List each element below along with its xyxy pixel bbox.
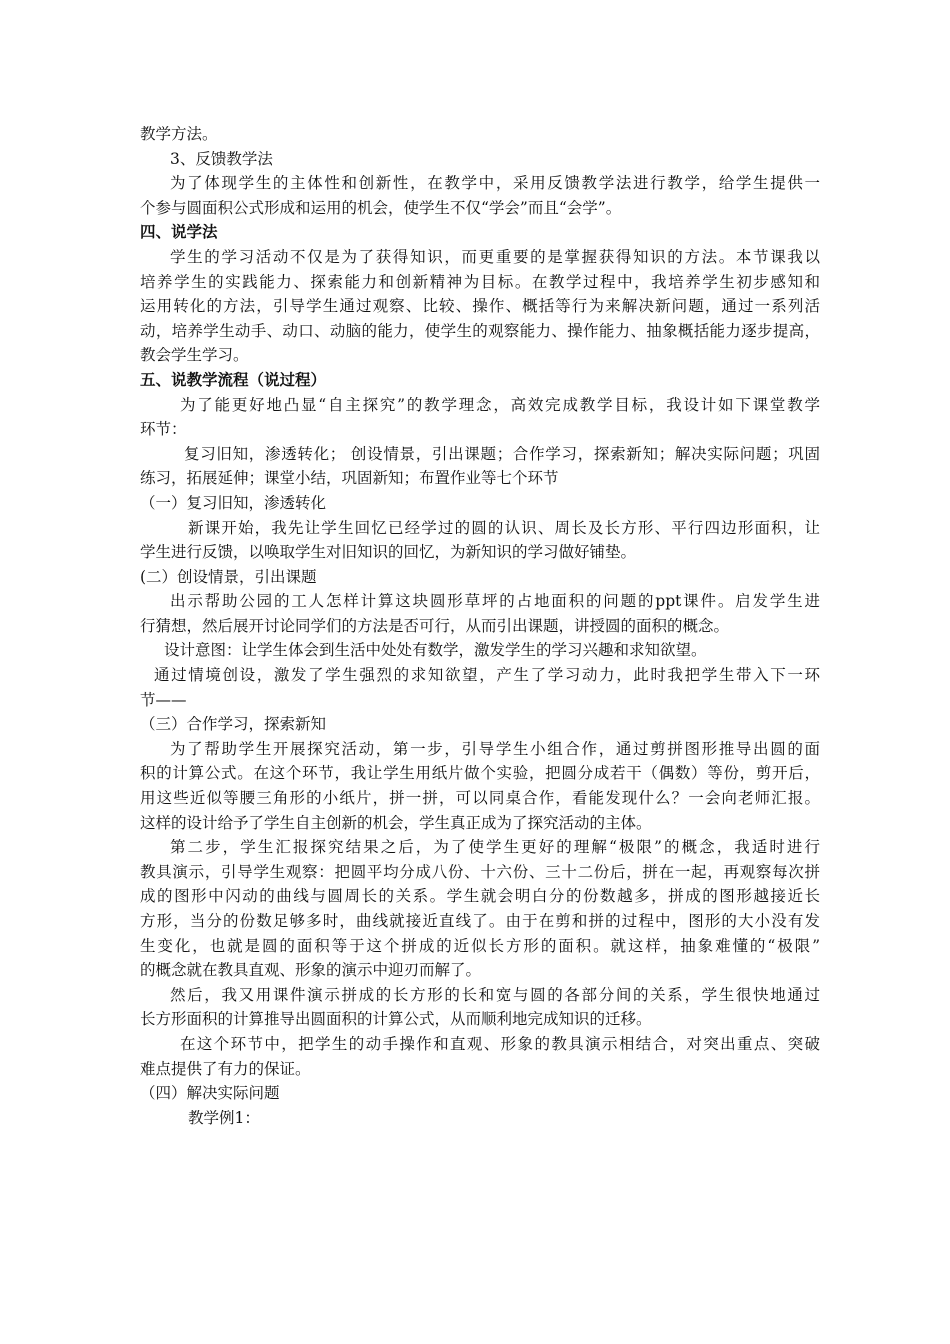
paragraph-line: 环节：	[140, 420, 187, 439]
paragraph-line: 为了帮助学生开展探究活动，第一步，引导学生小组合作，通过剪拼图形推导出圆的面	[170, 739, 820, 758]
paragraph-line: 培养学生的实践能力、探索能力和创新精神为目标。在教学过程中，我培养学生初步感知和	[140, 272, 820, 291]
subsection-heading: （四）解决实际问题	[140, 1084, 280, 1103]
paragraph-line: 行猜想，然后展开讨论同学们的方法是否可行，从而引出课题，讲授圆的面积的概念。	[140, 616, 730, 635]
paragraph-line: 为了体现学生的主体性和创新性，在教学中，采用反馈教学法进行教学，给学生提供一	[170, 174, 820, 193]
paragraph-line: 练习，拓展延伸；课堂小结，巩固新知；布置作业等七个环节	[140, 469, 559, 488]
paragraph-line: 教具演示，引导学生观察：把圆平均分成八份、十六份、三十二份后，拼在一起，再观察每次拼	[140, 862, 820, 881]
design-intent-line: 设计意图：让学生体会到生活中处处有数学，激发学生的学习兴趣和求知欲望。	[164, 641, 707, 660]
paragraph-line: 出示帮助公园的工人怎样计算这块圆形草坪的占地面积的问题的ppt课件。启发学生进	[170, 592, 820, 611]
example-label: 教学例1：	[188, 1108, 260, 1127]
paragraph-line: 新课开始，我先让学生回忆已经学过的圆的认识、周长及长方形、平行四边形面积，让	[188, 518, 820, 537]
paragraph-line: 教会学生学习。	[140, 346, 249, 365]
paragraph-line: 的概念就在教具直观、形象的演示中迎刃而解了。	[140, 961, 482, 980]
paragraph-line: 节——	[140, 690, 187, 709]
paragraph-line: 复习旧知，渗透转化； 创设情景，引出课题；合作学习，探索新知；解决实际问题；巩固	[184, 444, 820, 463]
section-heading: 四、说学法	[140, 222, 218, 242]
paragraph-line: 难点提供了有力的保证。	[140, 1059, 311, 1078]
subsection-heading: (二）创设情景，引出课题	[140, 567, 317, 586]
paragraph-line: 用这些近似等腰三角形的小纸片，拼一拼，可以同桌合作，看能发现什么？一会向老师汇报。	[140, 789, 820, 808]
paragraph-line: 为了能更好地凸显“自主探究”的教学理念，高效完成教学目标，我设计如下课堂教学	[180, 395, 820, 414]
paragraph-line: 积的计算公式。在这个环节，我让学生用纸片做个实验，把圆分成若干（偶数）等份，剪开后，	[140, 764, 820, 783]
paragraph-line: 学生的学习活动不仅是为了获得知识，而更重要的是掌握获得知识的方法。本节课我以	[170, 247, 820, 266]
paragraph-line: 学生进行反馈，以唤取学生对旧知识的回忆，为新知识的学习做好铺垫。	[140, 543, 637, 562]
subsection-heading: （一）复习旧知，渗透转化	[140, 493, 327, 512]
paragraph-line: 第二步，学生汇报探究结果之后，为了使学生更好的理解“极限”的概念，我适时进行	[170, 838, 820, 857]
text-line: 教学方法。	[140, 125, 218, 143]
list-item-heading: 3、反馈教学法	[170, 149, 273, 168]
document-body	[140, 122, 820, 1130]
paragraph-line: 运用转化的方法，引导学生通过观察、比较、操作、概括等行为来解决新问题，通过一系列活	[140, 297, 820, 316]
paragraph-line: 方形，当分的份数足够多时，曲线就接近直线了。由于在剪和拼的过程中，图形的大小没有发	[140, 912, 820, 930]
paragraph-line: 动，培养学生动手、动口、动脑的能力，使学生的观察能力、操作能力、抽象概括能力逐步提高，	[140, 321, 820, 340]
paragraph-line: 这样的设计给予了学生自主创新的机会，学生真正成为了探究活动的主体。	[140, 813, 652, 832]
paragraph-line: 通过情境创设，激发了学生强烈的求知欲望，产生了学习动力，此时我把学生带入下一环	[154, 666, 820, 685]
subsection-heading: （三）合作学习，探索新知	[140, 715, 327, 734]
paragraph-line: 长方形面积的计算推导出圆面积的计算公式，从而顺利地完成知识的迁移。	[140, 1010, 652, 1029]
paragraph-line: 然后，我又用课件演示拼成的长方形的长和宽与圆的各部分间的关系，学生很快地通过	[170, 985, 820, 1004]
paragraph-line: 生变化，也就是圆的面积等于这个拼成的近似长方形的面积。就这样，抽象难懂的“极限”	[140, 936, 820, 955]
paragraph-line: 在这个环节中，把学生的动手操作和直观、形象的教具演示相结合，对突出重点、突破	[180, 1034, 820, 1053]
paragraph-line: 成的图形中闪动的曲线与圆周长的关系。学生就会明白分的份数越多，拼成的图形越接近长	[140, 887, 820, 906]
section-heading: 五、说教学流程（说过程）	[140, 369, 327, 389]
paragraph-line: 个参与圆面积公式形成和运用的机会，使学生不仅“学会”而且“会学”。	[140, 198, 622, 217]
